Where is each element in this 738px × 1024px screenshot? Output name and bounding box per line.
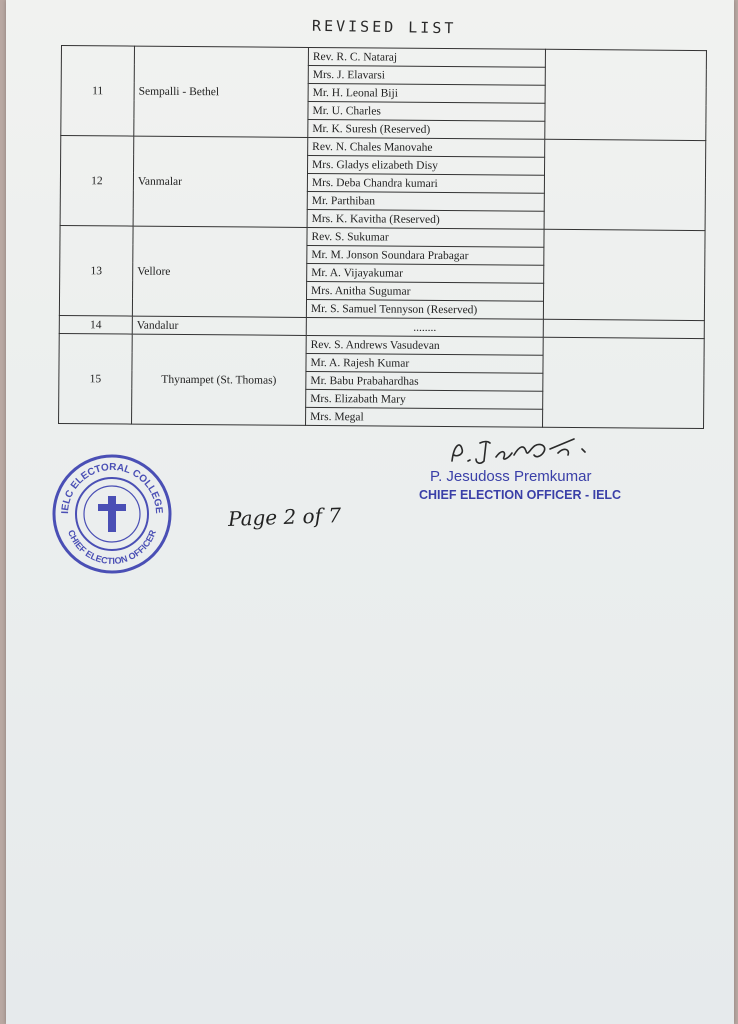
member-name: Mrs. Anitha Sugumar [307, 281, 544, 301]
member-name: Mrs. Gladys elizabeth Disy [307, 155, 544, 175]
member-name: Rev. N. Chales Manovahe [308, 137, 545, 157]
member-name: Mr. Parthiban [307, 191, 544, 211]
member-name: Mr. H. Leonal Biji [308, 83, 545, 103]
member-name: Rev. S. Andrews Vasudevan [306, 335, 543, 355]
congregation-name: Sempalli - Bethel [134, 46, 309, 137]
member-name: Mr. S. Samuel Tennyson (Reserved) [306, 299, 543, 319]
remarks-cell [543, 319, 704, 338]
congregation-number: 11 [61, 46, 135, 137]
member-name: Mrs. J. Elavarsi [308, 65, 545, 85]
remarks-cell [543, 337, 705, 428]
page-number-note: Page 2 of 7 [227, 503, 342, 531]
stamp-top-text: IELC ELECTORAL COLLEGE [59, 461, 165, 515]
member-name: Mr. Babu Prabahardhas [306, 371, 543, 391]
congregation-number: 14 [59, 315, 132, 334]
member-name: Mr. A. Vijayakumar [307, 263, 544, 283]
congregation-number: 13 [59, 225, 133, 316]
remarks-cell [545, 49, 707, 140]
member-table-body [59, 46, 707, 429]
congregation-name: Vandalur [132, 316, 306, 335]
cross-icon [98, 496, 126, 532]
member-name: Mrs. Deba Chandra kumari [307, 173, 544, 193]
congregation-name: Vanmalar [133, 136, 308, 227]
congregation-number: 15 [59, 333, 133, 424]
member-name: Rev. R. C. Nataraj [308, 47, 545, 67]
member-name: Rev. S. Sukumar [307, 227, 544, 247]
member-table [58, 45, 707, 429]
member-name: Mr. M. Jonson Soundara Prabagar [307, 245, 544, 265]
page-title: REVISED LIST [311, 16, 457, 38]
member-name: Mr. A. Rajesh Kumar [306, 353, 543, 373]
member-name: Mrs. Elizabath Mary [306, 389, 543, 409]
congregation-name: Thynampet (St. Thomas) [132, 334, 307, 425]
stamp-bottom-text: CHIEF ELECTION OFFICER [66, 528, 158, 567]
member-name: Mr. U. Charles [308, 101, 545, 121]
document-page [6, 0, 734, 1024]
signatory-name: P. Jesudoss Premkumar [430, 468, 592, 485]
member-name: Mrs. K. Kavitha (Reserved) [307, 209, 544, 229]
congregation-number: 12 [60, 136, 134, 227]
member-name: Mrs. Megal [306, 407, 543, 427]
member-name: ........ [306, 317, 543, 337]
remarks-cell [544, 139, 706, 230]
handwritten-signature [446, 435, 616, 469]
member-name: Mr. K. Suresh (Reserved) [308, 119, 545, 139]
remarks-cell [543, 229, 705, 320]
congregation-name: Vellore [132, 226, 307, 317]
signatory-role: CHIEF ELECTION OFFICER - IELC [419, 488, 622, 502]
electoral-college-stamp [50, 452, 174, 576]
